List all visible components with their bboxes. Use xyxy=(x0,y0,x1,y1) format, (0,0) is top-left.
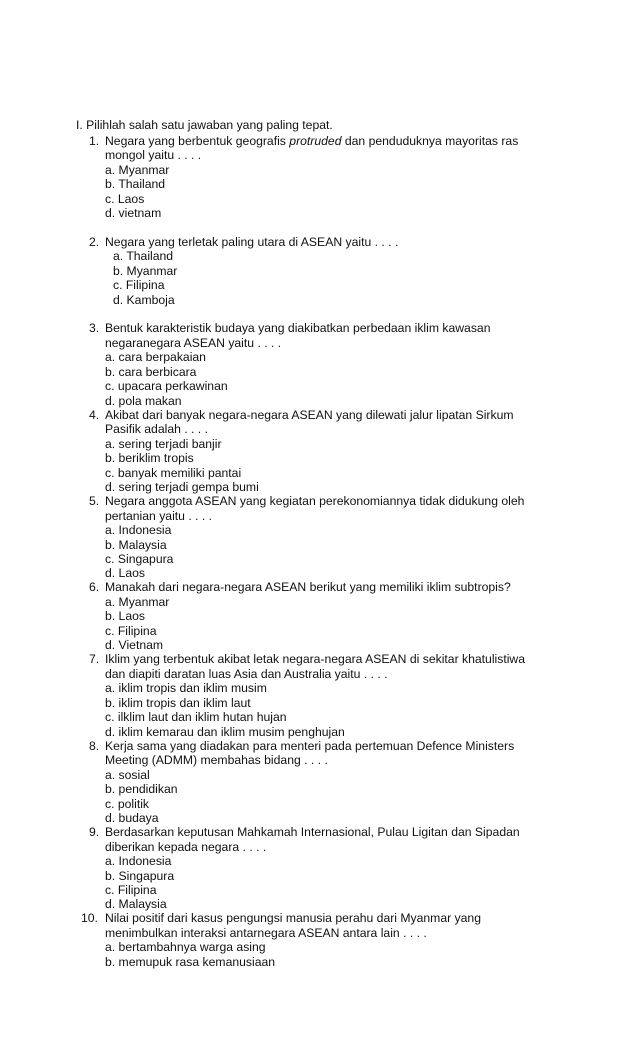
answer-option: a. cara berpakaian xyxy=(105,350,206,364)
answer-option: b. Malaysia xyxy=(105,538,167,552)
answer-option: d. budaya xyxy=(105,811,159,825)
answer-option: c. Laos xyxy=(105,192,145,206)
question-text: Berdasarkan keputusan Mahkamah Internasional, Pulau Ligitan dan Sipadan xyxy=(105,825,520,839)
answer-option: a. sering terjadi banjir xyxy=(105,437,222,451)
question-number: 10. xyxy=(81,911,98,925)
instruction-heading: I. Pilihlah salah satu jawaban yang paling tepat. xyxy=(76,118,333,132)
answer-option: d. iklim kemarau dan iklim musim penghujan xyxy=(105,725,345,739)
answer-option: c. Filipina xyxy=(105,883,157,897)
answer-option: a. Indonesia xyxy=(105,523,172,537)
question-text: Bentuk karakteristik budaya yang diakibatkan perbedaan iklim kawasan xyxy=(105,321,491,335)
question-text-continued: Pasifik adalah . . . . xyxy=(105,422,208,436)
question-text: Manakah dari negara-negara ASEAN berikut yang memiliki iklim subtropis? xyxy=(105,580,511,594)
question-text: Akibat dari banyak negara-negara ASEAN yang dilewati jalur lipatan Sirkum xyxy=(105,408,514,422)
answer-option: c. banyak memiliki pantai xyxy=(105,466,242,480)
question-text-continued: menimbulkan interaksi antarnegara ASEAN antara lain . . . . xyxy=(105,926,427,940)
answer-option: b. Myanmar xyxy=(113,264,178,278)
question-number: 3. xyxy=(89,321,100,335)
answer-option: a. Myanmar xyxy=(105,163,170,177)
question-text-part: Negara yang berbentuk geografis xyxy=(105,134,290,148)
answer-option: d. Vietnam xyxy=(105,638,164,652)
question-text xyxy=(105,134,518,148)
answer-option: b. Singapura xyxy=(105,869,175,883)
question-number: 9. xyxy=(89,825,100,839)
question-text: Iklim yang terbentuk akibat letak negara-negara ASEAN di sekitar khatulistiwa xyxy=(105,652,526,666)
answer-option: b. memupuk rasa kemanusiaan xyxy=(105,955,276,969)
question-text-continued: negaranegara ASEAN yaitu . . . . xyxy=(105,336,282,350)
answer-option: b. cara berbicara xyxy=(105,365,197,379)
question-number: 4. xyxy=(89,408,100,422)
question-text-continued: diberikan kepada negara . . . . xyxy=(105,840,267,854)
answer-option: d. Laos xyxy=(105,566,145,580)
question-number: 2. xyxy=(89,235,100,249)
answer-option: a. bertambahnya warga asing xyxy=(105,940,266,954)
answer-option: d. Malaysia xyxy=(105,897,167,911)
question-text-continued: Meeting (ADMM) membahas bidang . . . . xyxy=(105,753,328,767)
answer-option: b. Thailand xyxy=(105,177,166,191)
question-text-emphasis: protruded xyxy=(289,134,342,148)
question-text: Nilai positif dari kasus pengungsi manusia perahu dari Myanmar yang xyxy=(105,911,481,925)
answer-option: a. Indonesia xyxy=(105,854,172,868)
answer-option: b. beriklim tropis xyxy=(105,451,194,465)
question-text: Negara anggota ASEAN yang kegiatan perekonomiannya tidak didukung oleh xyxy=(105,494,525,508)
answer-option: d. sering terjadi gempa bumi xyxy=(105,480,259,494)
answer-option: d. Kamboja xyxy=(113,293,175,307)
answer-option: c. Filipina xyxy=(113,278,165,292)
answer-option: a. sosial xyxy=(105,768,150,782)
answer-option: b. Laos xyxy=(105,609,145,623)
question-number: 7. xyxy=(89,652,100,666)
answer-option: b. iklim tropis dan iklim laut xyxy=(105,696,251,710)
answer-option: d. pola makan xyxy=(105,394,182,408)
question-text: Kerja sama yang diadakan para menteri pada pertemuan Defence Ministers xyxy=(105,739,515,753)
answer-option: c. Filipina xyxy=(105,624,157,638)
question-text-continued: dan diapiti daratan luas Asia dan Australia yaitu . . . . xyxy=(105,667,388,681)
question-text-part: dan penduduknya mayoritas ras xyxy=(341,134,519,148)
answer-option: c. politik xyxy=(105,797,150,811)
question-text-continued: pertanian yaitu . . . . xyxy=(105,509,213,523)
answer-option: a. Myanmar xyxy=(105,595,170,609)
answer-option: b. pendidikan xyxy=(105,782,178,796)
question-number: 8. xyxy=(89,739,100,753)
answer-option: c. Singapura xyxy=(105,552,174,566)
question-number: 1. xyxy=(89,134,100,148)
answer-option: a. Thailand xyxy=(113,249,174,263)
answer-option: d. vietnam xyxy=(105,206,162,220)
answer-option: c. ilklim laut dan iklim hutan hujan xyxy=(105,710,287,724)
question-number: 5. xyxy=(89,494,100,508)
answer-option: a. iklim tropis dan iklim musim xyxy=(105,681,267,695)
question-text-continued: mongol yaitu . . . . xyxy=(105,148,202,162)
question-text: Negara yang terletak paling utara di ASEAN yaitu . . . . xyxy=(105,235,399,249)
question-number: 6. xyxy=(89,580,100,594)
answer-option: c. upacara perkawinan xyxy=(105,379,228,393)
